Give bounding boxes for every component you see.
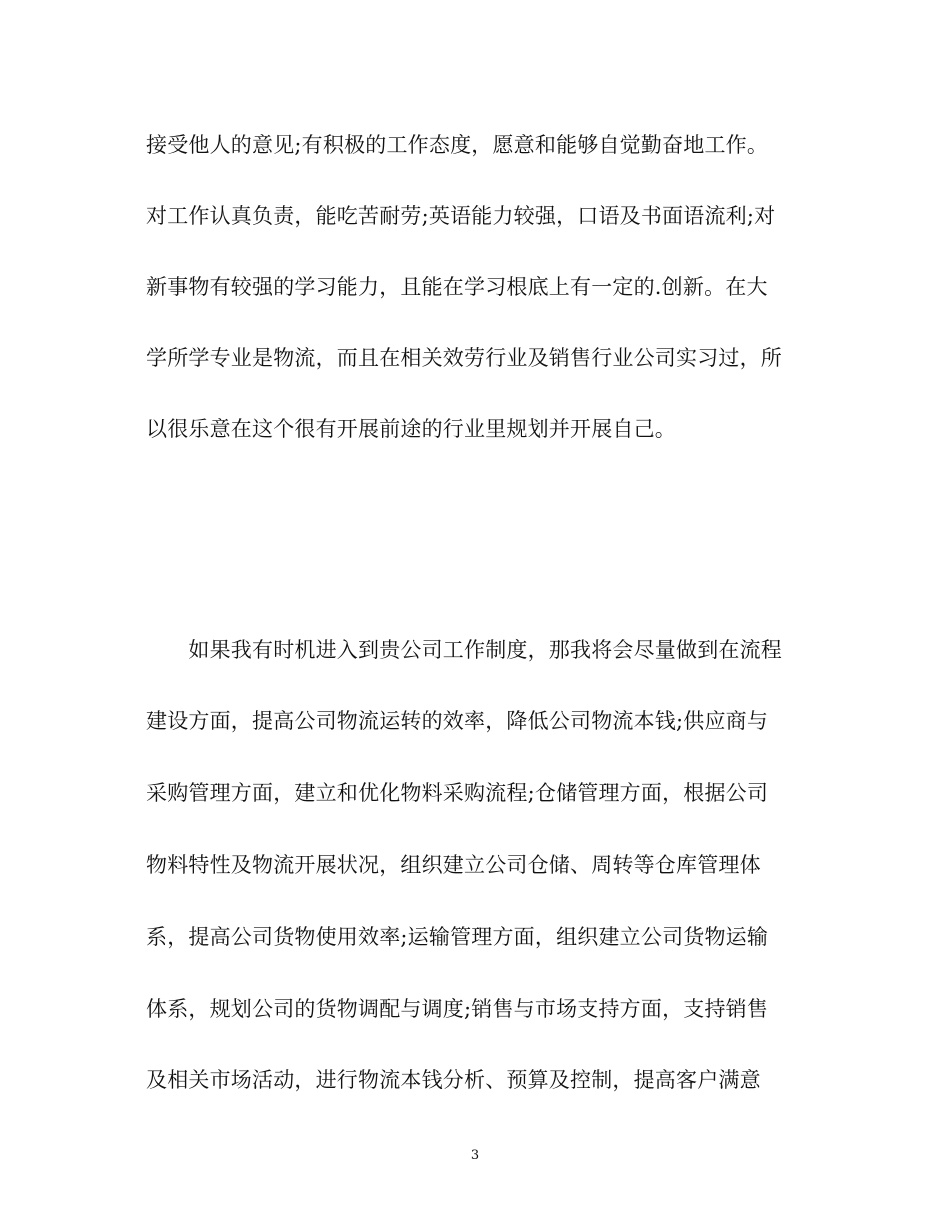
page-number: 3	[470, 1148, 480, 1163]
paragraph-line: 新事物有较强的学习能力，且能在学习根底上有一定的.创新。在大	[146, 275, 768, 299]
paragraph-line: 学所学专业是物流，而且在相关效劳行业及销售行业公司实习过，所	[146, 346, 782, 370]
paragraph-line: 及相关市场活动，进行物流本钱分析、预算及控制，提高客户满意	[146, 1068, 761, 1092]
paragraph-line: 接受他人的意见;有积极的工作态度，愿意和能够自觉勤奋地工作。	[146, 133, 769, 157]
paragraph-line: 物料特性及物流开展状况，组织建立公司仓储、周转等仓库管理体	[146, 853, 761, 877]
paragraph-line: 如果我有时机进入到贵公司工作制度，那我将会尽量做到在流程	[146, 638, 782, 662]
paragraph-line: 采购管理方面，建立和优化物料采购流程;仓储管理方面，根据公司	[146, 781, 769, 805]
paragraph-line: 建设方面，提高公司物流运转的效率，降低公司物流本钱;供应商与	[146, 709, 769, 733]
paragraph-line: 对工作认真负责，能吃苦耐劳;英语能力较强，口语及书面语流利;对	[146, 204, 776, 228]
paragraph-line: 以很乐意在这个很有开展前途的行业里规划并开展自己。	[146, 417, 676, 441]
paragraph-line: 体系，规划公司的货物调配与调度;销售与市场支持方面，支持销售	[146, 997, 769, 1021]
paragraph-line: 系，提高公司货物使用效率;运输管理方面，组织建立公司货物运输	[146, 925, 769, 949]
